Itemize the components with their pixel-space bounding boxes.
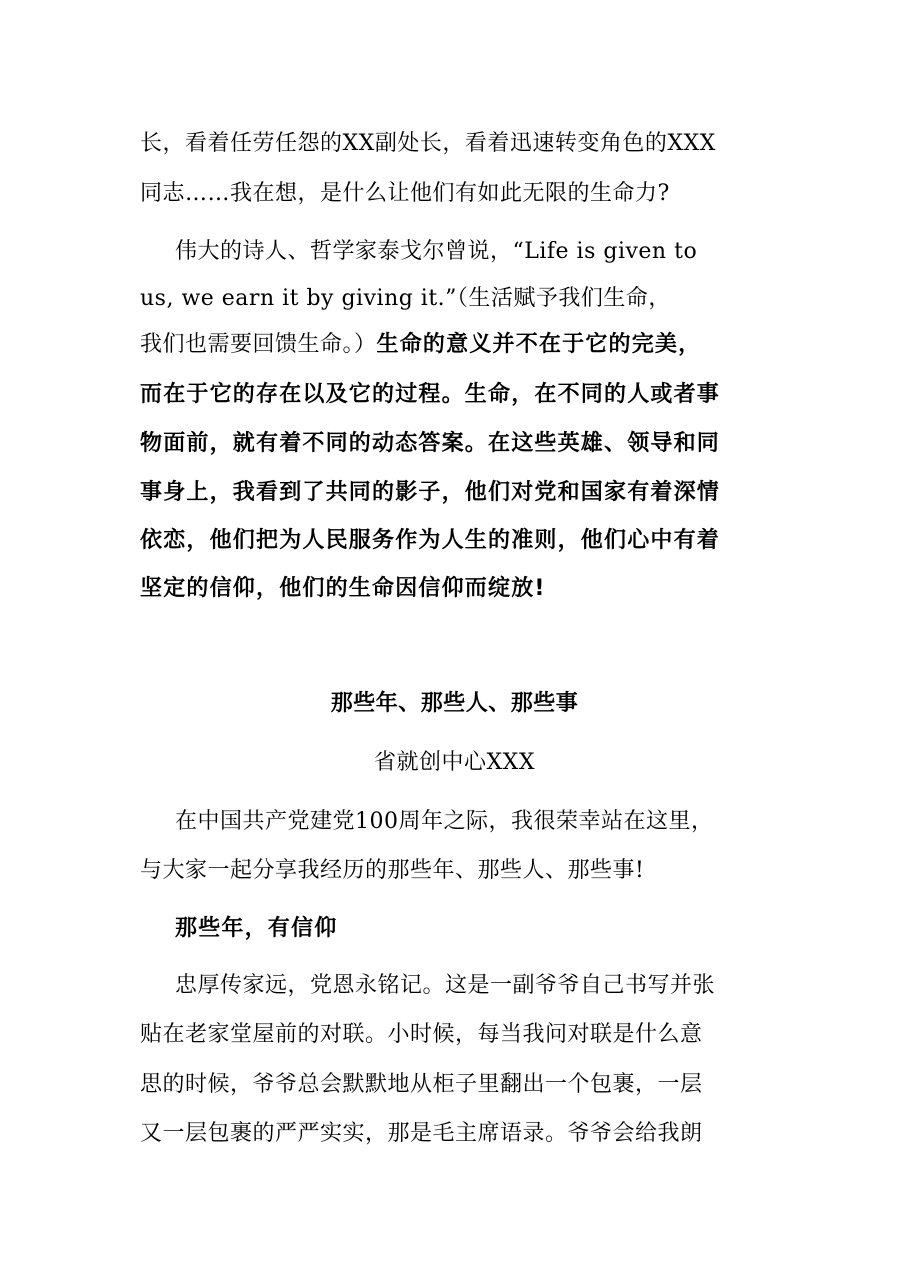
paragraph-line: 思的时候，爷爷总会默默地从柜子里翻出一个包裹，一层 — [140, 1072, 703, 1097]
paragraph-line: 长，看着任劳任怨的XX副处长，看着迅速转变角色的XXX — [140, 131, 716, 156]
paragraph-line: 又一层包裹的严严实实，那是毛主席语录。爷爷会给我朗 — [140, 1121, 703, 1146]
normal-text: 我们也需要回馈生命。） — [140, 332, 377, 357]
paragraph-line: 同志……我在想，是什么让他们有如此无限的生命力? — [140, 181, 670, 206]
paragraph-line: us, we earn it by giving it.”（生活赋予我们生命， — [140, 286, 671, 311]
paragraph-line-mixed — [140, 329, 780, 361]
paragraph-line: 忠厚传家远，党恩永铭记。这是一副爷爷自己书写并张 — [175, 973, 716, 998]
bold-text: 生命的意义并不在于它的完美， — [376, 332, 702, 357]
section-heading: 那些年，有信仰 — [175, 916, 338, 941]
bold-paragraph-line: 而在于它的存在以及它的过程。生命，在不同的人或者事 — [140, 382, 721, 407]
article-title: 那些年、那些人、那些事 — [330, 691, 579, 716]
paragraph-line: 贴在老家堂屋前的对联。小时候，每当我问对联是什么意 — [140, 1022, 703, 1047]
paragraph-line: 与大家一起分享我经历的那些年、那些人、那些事! — [140, 858, 645, 883]
bold-paragraph-line: 依恋，他们把为人民服务作为人生的准则，他们心中有着 — [140, 528, 721, 553]
paragraph-line: 在中国共产党建党100周年之际，我很荣幸站在这里， — [175, 809, 714, 834]
article-author: 省就创中心XXX — [374, 750, 535, 775]
bold-paragraph-line: 坚定的信仰，他们的生命因信仰而绽放! — [140, 576, 546, 601]
paragraph-line: 伟大的诗人、哲学家泰戈尔曾说，“Life is given to — [175, 239, 698, 264]
bold-paragraph-line: 事身上，我看到了共同的影子，他们对党和国家有着深情 — [140, 480, 721, 505]
bold-paragraph-line: 物面前，就有着不同的动态答案。在这些英雄、领导和同 — [140, 431, 721, 456]
